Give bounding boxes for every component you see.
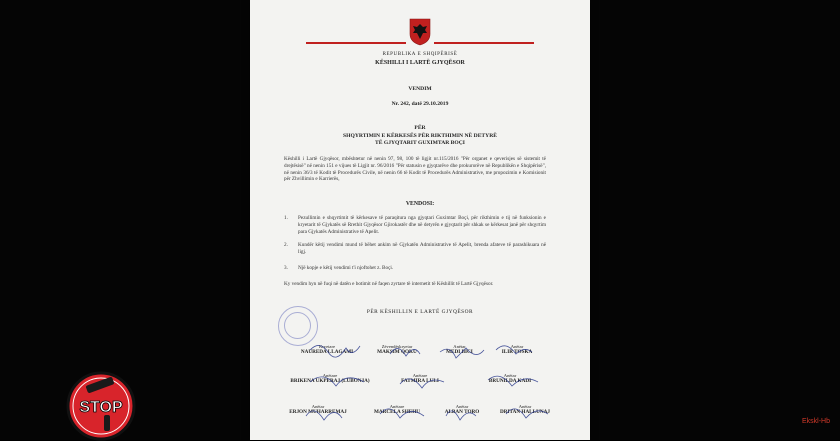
preamble-paragraph: Këshilli i Lartë Gjyqësor, mbështetur në nenin 97, 98, 100 të ligjit nr.115/2016 "Për organet e qeverisjes së sistemit të drejtësisë" në nenin 151 e vijues të Ligjit nr. 96/2016 "Për statusin e gjyqtarëve dhe prokurorëve në Republikën e Shqipërisë", në nenin 36/3 të Kodit të Procedurës Civile, në nenin 66 të Kodit të Procedurës Administrative, me propozimin e Komisionit për Zhvillimin e Karrierës, xyxy=(284,156,546,183)
decision-item-number: 1. xyxy=(284,215,288,221)
decision-item-number: 3. xyxy=(284,265,288,271)
decision-item-text: Kundër këtij vendimi mund të bëhet ankim në Gjykatën Administrative të Apelit, brenda afateve të parashikuara në ligj. xyxy=(298,242,546,255)
signatory-role: Anëtar xyxy=(510,344,524,349)
signatory-role: Anëtar xyxy=(518,404,532,409)
subject-per: PËR xyxy=(414,125,426,131)
decision-item xyxy=(284,265,546,273)
council-heading: KËSHILLI I LARTË GJYQËSOR xyxy=(375,60,465,66)
signatory-name: NAUREDA LLAGAMI xyxy=(300,349,354,355)
signatory-name: ILIR TOSKA xyxy=(501,349,533,355)
albanian-coat-of-arms-icon xyxy=(409,18,431,46)
header-rule-left xyxy=(306,42,406,44)
channel-watermark: Ekskl-Hb xyxy=(802,418,831,425)
decision-item xyxy=(284,242,546,258)
signatory-role: Anëtar xyxy=(311,404,325,409)
closing-paragraph: Ky vendim hyn në fuqi në datën e botimit në faqen zyrtare të internetit të Këshillit të Lartë Gjyqësor. xyxy=(284,281,494,287)
signatory-name: ALBAN TORO xyxy=(444,409,480,415)
header-rule-right xyxy=(434,42,534,44)
handwritten-signatures xyxy=(280,332,580,440)
signatory-role: Anëtare xyxy=(322,373,338,378)
decision-item-text: Pezullimin e shqyrtimit të kërkesave të paraqitura nga gjyqtari Guximtar Boçi, për rikthimin e tij në funksionin e kryetarit të Gjykatës së Rrethit Gjyqësor Gjirokastër dhe në detyrën e gjyqtarit për shkak se kërkesat janë për shqyrtim para Gjykatës Administrative të Apelit. xyxy=(298,215,546,235)
signatory-name: MAKSIM QOKU xyxy=(377,349,417,355)
decision-number: Nr. 242, datë 29.10.2019 xyxy=(391,101,449,107)
signatory-role: Anëtar xyxy=(455,404,469,409)
signatory-name: ERJON MUHARREMAJ xyxy=(289,409,347,415)
signatory-role: Kryetare xyxy=(318,344,336,349)
signatory-name: FATMIRA LULI xyxy=(401,378,439,384)
for-council-line: PËR KËSHILLIN E LARTË GJYQËSOR xyxy=(366,309,474,315)
document-type: VENDIM xyxy=(408,86,432,92)
decides-heading: VENDOSI: xyxy=(405,201,435,207)
signatory-name: BRIKENA UKPERAJ (LUBONJA) xyxy=(290,378,370,384)
document-page xyxy=(250,0,590,440)
subject-line-1: SHQYRTIMIN E KËRKESËS PËR RIKTHIMIN NË DETYRË xyxy=(343,133,497,139)
signatory-name: DRITAN HALLUNAJ xyxy=(500,409,550,415)
decision-item xyxy=(284,215,546,243)
signatory-role: Zëvendëskryetar xyxy=(381,344,413,349)
decision-item-number: 2. xyxy=(284,242,288,248)
signatory-name: MARCELA SHEHU xyxy=(374,409,420,415)
signatory-name: MEDI BICI xyxy=(446,349,473,355)
stop-logo-text: STOP xyxy=(79,399,123,416)
signatory-role: Anëtar xyxy=(453,344,466,349)
signatory-role: Anëtar xyxy=(503,373,517,378)
signatory-name: BRUNILDA KADI xyxy=(488,378,532,384)
republic-heading: REPUBLIKA E SHQIPËRISË xyxy=(382,52,458,57)
decision-item-text: Një kopje e këtij vendimi t'i njoftohet z. Boçi. xyxy=(298,265,394,271)
subject-line-2: TË GJYQTARIT GUXIMTAR BOÇI xyxy=(375,140,465,146)
signatory-role: Anëtare xyxy=(412,373,428,378)
stop-channel-logo xyxy=(66,371,136,441)
signatory-role: Anëtare xyxy=(389,404,405,409)
